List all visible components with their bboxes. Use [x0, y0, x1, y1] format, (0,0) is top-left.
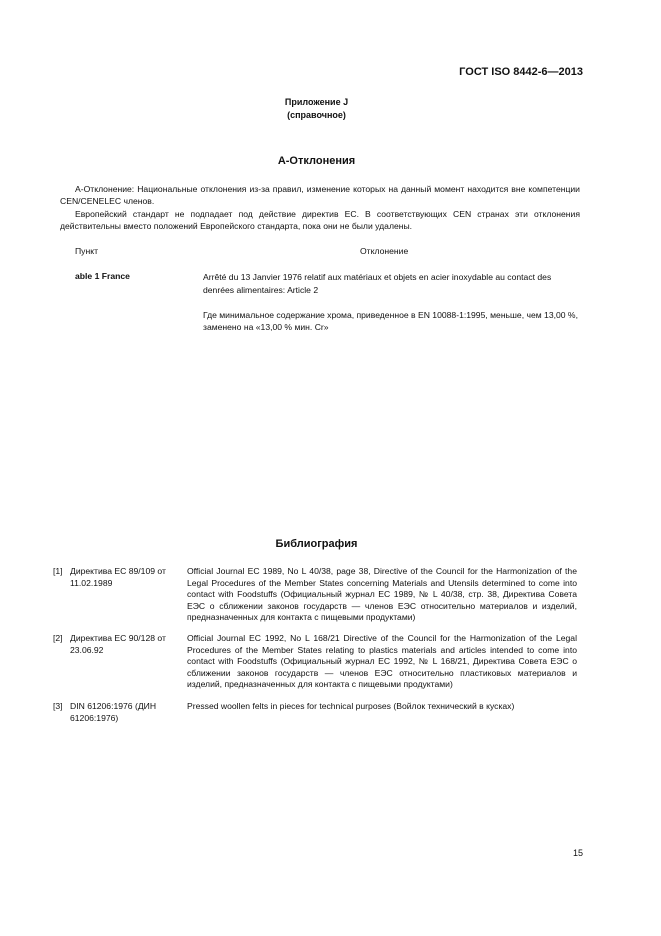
annex-title: Приложение J [284, 97, 349, 107]
table-header-clause: Пункт [75, 246, 99, 256]
table-header-deviation: Отклонение [360, 246, 409, 256]
bibliography-entry-reference: DIN 61206:1976 (ДИН 61206:1976) [70, 701, 157, 723]
paragraph-a-deviation-definition: А-Отклонение: Национальные отклонения из-за правил, изменение которых на данный момент находится вне компетенции CEN/CENELEC членов. [60, 184, 580, 206]
bibliography-entry-number: [1] [53, 566, 63, 576]
bibliography-entry-number: [3] [53, 701, 63, 711]
section-heading-a-deviations: А-Отклонения [277, 155, 356, 167]
deviation-text-russian: Где минимальное содержание хрома, приведенное в EN 10088-1:1995, меньше, чем 13,00 %, заменено на «13,00 % мин. Cr» [203, 310, 578, 332]
bibliography-entry-number: [2] [53, 633, 63, 643]
bibliography-heading: Библиография [275, 538, 358, 550]
bibliography-entry-reference: Директива ЕС 90/128 от 23.06.92 [70, 633, 166, 655]
document-code: ГОСТ ISO 8442-6—2013 [459, 66, 583, 78]
bibliography-entry-description: Official Journal EC 1989, No L 40/38, page 38, Directive of the Council for the Harmonization of the Legal Procedures of the Member States concerning Materials and Utensils determined to come into contact with Foodstuffs (Официальный журнал ЕС 1989, № L 40/38, стр. 38, Директива Совета ЕЭС о сближении законов государств — членов ЕЭС относительно материалов и изделий, предназначенных для контакта с пищевыми продуктами) [187, 566, 577, 622]
annex-subtitle: (справочное) [287, 110, 346, 120]
page-number: 15 [572, 848, 583, 858]
paragraph-eu-directive-note: Европейский стандарт не подпадает под действие директив ЕС. В соответствующих CEN странах эти отклонения действительны вместо положений Европейского стандарта, пока они не были удалены. [60, 209, 580, 231]
bibliography-entry-reference: Директива ЕС 89/109 от 11.02.1989 [70, 566, 166, 588]
deviation-clause: able 1 France [75, 271, 130, 281]
deviation-text-french: Arrêté du 13 Janvier 1976 relatif aux matériaux et objets en acier inoxydable au contact des denrées alimentaires: Article 2 [203, 272, 552, 295]
annex-heading [0, 96, 633, 122]
bibliography-entry-description: Pressed woollen felts in pieces for technical purposes (Войлок технический в кусках) [187, 701, 515, 711]
bibliography-entry-description: Official Journal EC 1992, No L 168/21 Directive of the Council for the Harmonization of the Legal Procedures of the Member States relating to plastics materials and articles intended to come into contact with Foodstuffs (Официальный журнал ЕС 1992, № L 168/21, Директива Совета ЕЭС о сближении законов государств — членов ЕЭС относительно пластиковых материалов и изделий, предназначенных для контакта с пищевыми продуктами) [187, 633, 577, 689]
